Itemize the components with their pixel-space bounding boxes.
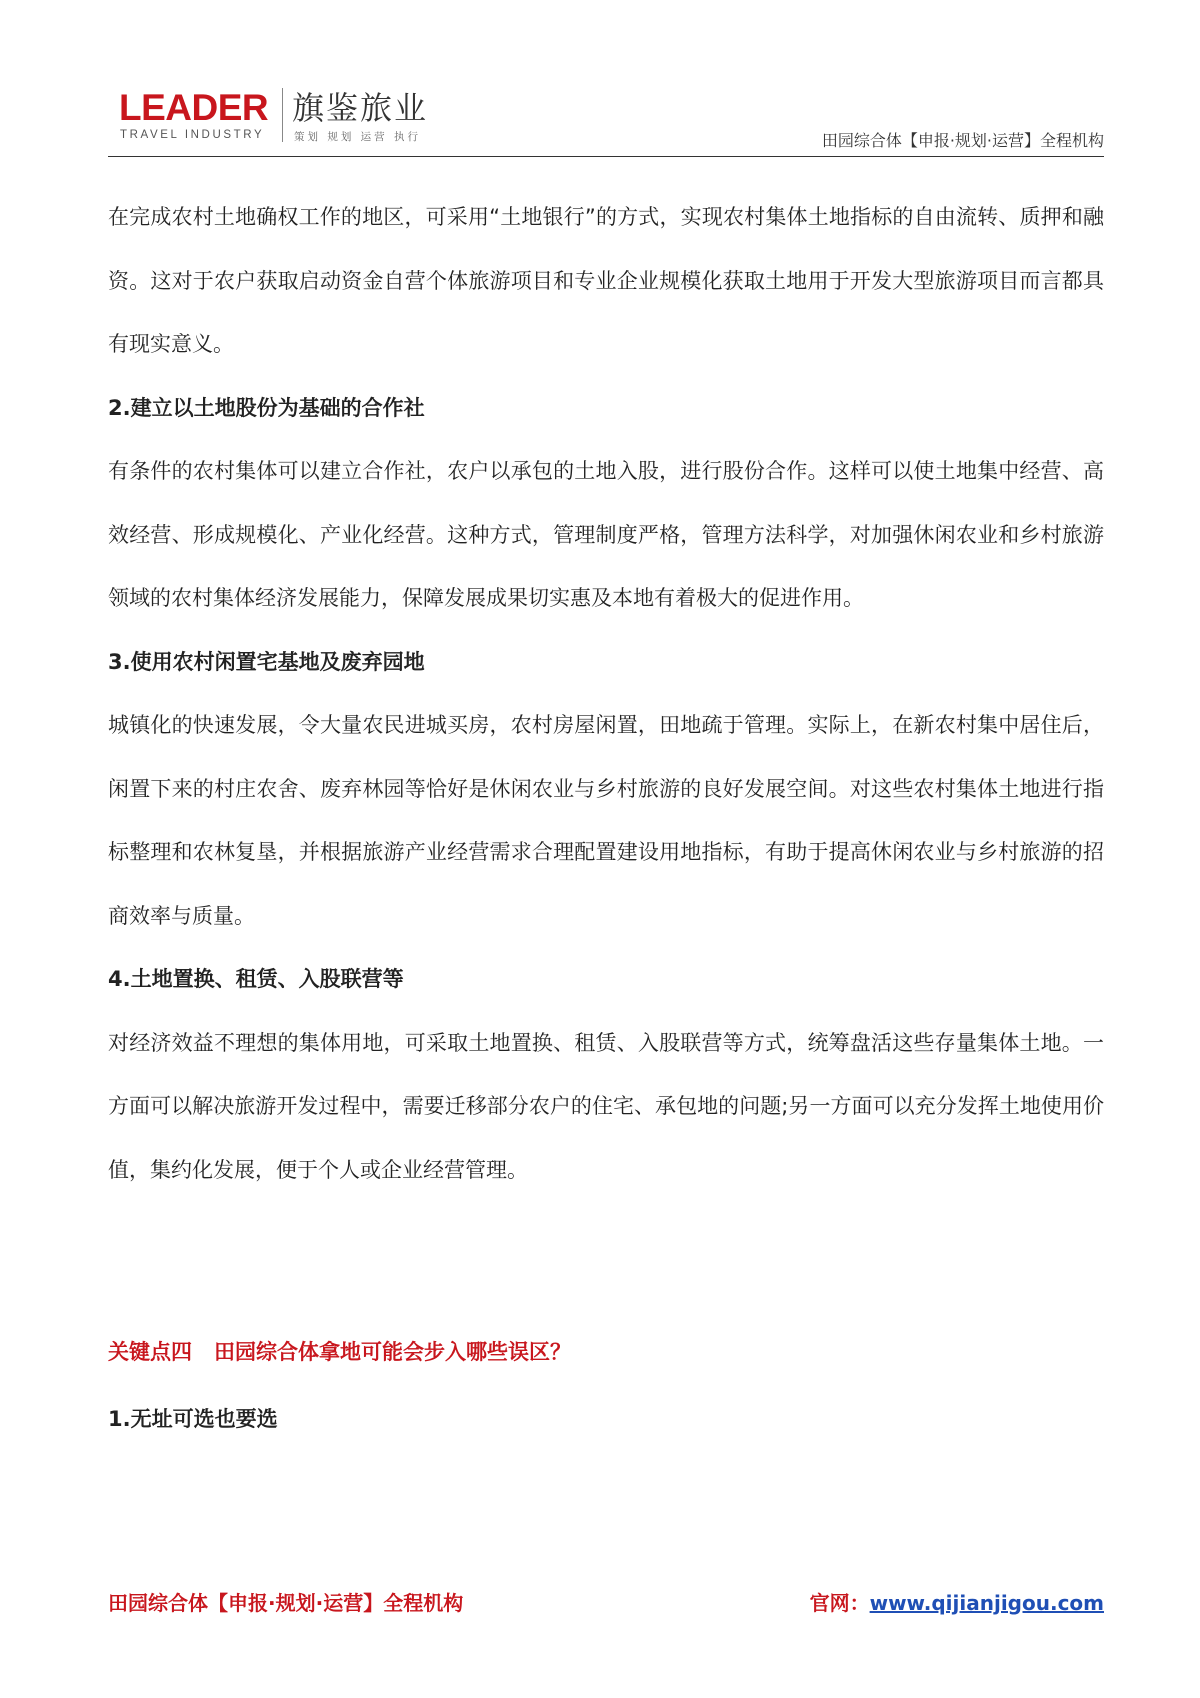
section-heading-2: 2.建立以土地股份为基础的合作社: [108, 395, 425, 420]
footer-website: [810, 1587, 1104, 1616]
logo-divider: [282, 88, 283, 142]
key-point-title: 田园综合体拿地可能会步入哪些误区？: [214, 1340, 571, 1364]
document-body: [108, 186, 1104, 1202]
key-point-label: 关键点四: [108, 1340, 192, 1364]
page-header: [108, 88, 1104, 157]
logo-subtext: TRAVEL INDUSTRY: [120, 129, 265, 141]
brand-name-cn: 旗鉴旅业: [292, 89, 429, 127]
section-paragraph-3: 城镇化的快速发展，令大量农民进城买房，农村房屋闲置，田地疏于管理。实际上，在新农村集中居住后，闲置下来的村庄农舍、废弃林园等恰好是休闲农业与乡村旅游的良好发展空间。对这些农村集体土地进行指标整理和农林复垦，并根据旅游产业经营需求合理配置建设用地指标，有助于提高休闲农业与乡村旅游的招商效率与质量。: [108, 713, 1104, 928]
leader-logo: LEADER: [119, 87, 269, 128]
header-tagline: 田园综合体【申报·规划·运营】全程机构: [821, 131, 1104, 150]
key-point-heading: [108, 1337, 571, 1367]
website-link[interactable]: www.qijianjigou.com: [869, 1591, 1104, 1615]
intro-paragraph: 在完成农村土地确权工作的地区，可采用“土地银行”的方式，实现农村集体土地指标的自由流转、质押和融资。这对于农户获取启动资金自营个体旅游项目和专业企业规模化获取土地用于开发大型旅游项目而言都具有现实意义。: [108, 205, 1104, 356]
website-label: 官网：: [809, 1591, 870, 1615]
footer-tagline: 田园综合体【申报·规划·运营】全程机构: [108, 1591, 464, 1615]
section-heading-4: 4.土地置换、租赁、入股联营等: [108, 967, 404, 991]
section-paragraph-4: 对经济效益不理想的集体用地，可采取土地置换、租赁、入股联营等方式，统筹盘活这些存量集体土地。一方面可以解决旅游开发过程中，需要迁移部分农户的住宅、承包地的问题;另一方面可以充分发挥土地使用价值，集约化发展，便于个人或企业经营管理。: [108, 1030, 1104, 1182]
brand-slogan-cn: 策划 规划 运营 执行: [294, 131, 422, 143]
section-paragraph-2: 有条件的农村集体可以建立合作社，农户以承包的土地入股，进行股份合作。这样可以使土地集中经营、高效经营、形成规模化、产业化经营。这种方式，管理制度严格，管理方法科学，对加强休闲农业和乡村旅游领域的农村集体经济发展能力，保障发展成果切实惠及本地有着极大的促进作用。: [108, 459, 1104, 610]
section-heading-3: 3.使用农村闲置宅基地及废弃园地: [108, 649, 425, 674]
sub-heading-1: 1.无址可选也要选: [108, 1407, 278, 1431]
